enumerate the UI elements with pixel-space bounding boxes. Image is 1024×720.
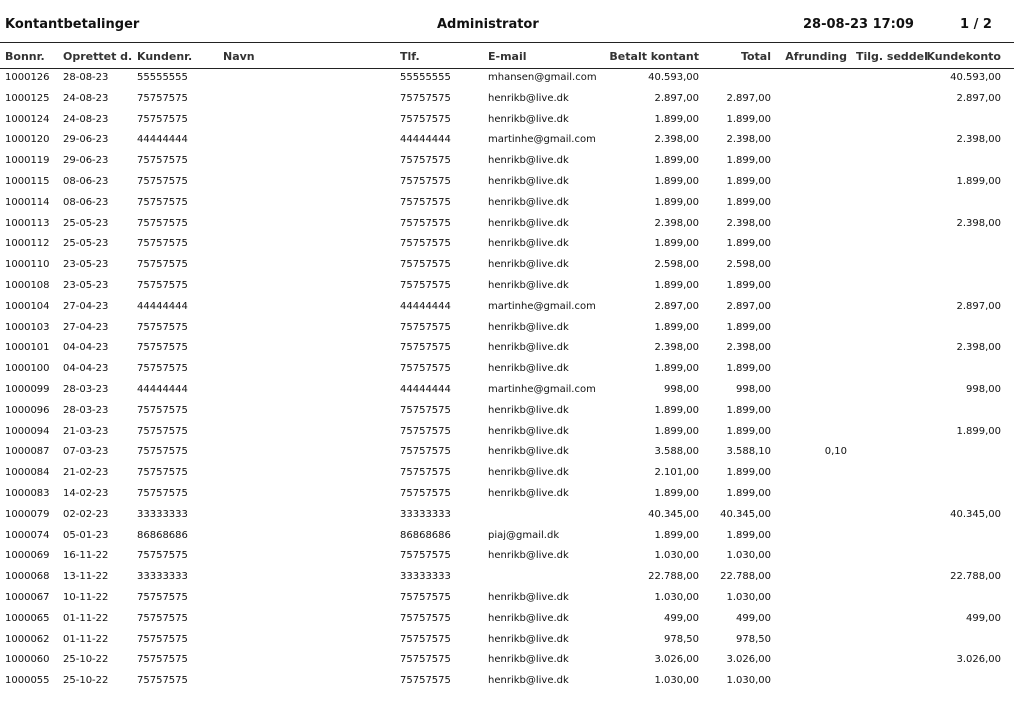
cell-betalt-kontant: 3.588,00 <box>654 446 699 458</box>
table-row <box>0 590 1024 611</box>
cell-total: 998,00 <box>736 383 771 395</box>
cell-email: henrikb@live.dk <box>488 155 569 167</box>
header-divider <box>0 42 1014 43</box>
cell-oprettet: 01-11-22 <box>63 633 109 645</box>
cell-email: henrikb@live.dk <box>488 238 569 250</box>
cell-bonnr: 1000110 <box>5 259 50 271</box>
cell-total: 1.899,00 <box>726 175 771 187</box>
cell-oprettet: 08-06-23 <box>63 196 109 208</box>
cell-total: 978,50 <box>736 633 771 645</box>
cell-kundekonto: 1.899,00 <box>956 175 1001 187</box>
table-row <box>0 320 1024 341</box>
cell-kundenr: 75757575 <box>137 259 188 271</box>
cell-tlf: 75757575 <box>400 425 451 437</box>
col-betalt-kontant: Betalt kontant <box>609 50 699 63</box>
cell-bonnr: 1000069 <box>5 550 50 562</box>
cell-bonnr: 1000103 <box>5 321 50 333</box>
cell-betalt-kontant: 1.899,00 <box>654 175 699 187</box>
cell-email: henrikb@live.dk <box>488 487 569 499</box>
table-row <box>0 486 1024 507</box>
cell-betalt-kontant: 40.345,00 <box>648 508 699 520</box>
cell-betalt-kontant: 2.398,00 <box>654 342 699 354</box>
cell-kundenr: 75757575 <box>137 113 188 125</box>
cell-kundekonto: 22.788,00 <box>950 571 1001 583</box>
cell-bonnr: 1000114 <box>5 196 50 208</box>
table-row <box>0 652 1024 673</box>
table-row <box>0 174 1024 195</box>
cell-tlf: 75757575 <box>400 633 451 645</box>
cell-total: 1.030,00 <box>726 550 771 562</box>
cell-kundenr: 75757575 <box>137 196 188 208</box>
cell-total: 22.788,00 <box>720 571 771 583</box>
cell-tlf: 44444444 <box>400 383 451 395</box>
report-datetime: 28-08-23 17:09 <box>803 17 914 32</box>
cell-total: 1.899,00 <box>726 487 771 499</box>
cell-kundenr: 44444444 <box>137 383 188 395</box>
cell-total: 499,00 <box>736 612 771 624</box>
cell-oprettet: 25-10-22 <box>63 675 109 687</box>
cell-oprettet: 25-10-22 <box>63 654 109 666</box>
cell-email: henrikb@live.dk <box>488 550 569 562</box>
cell-betalt-kontant: 1.899,00 <box>654 279 699 291</box>
col-bonnr: Bonnr. <box>5 50 45 63</box>
cell-kundenr: 75757575 <box>137 467 188 479</box>
cell-kundenr: 75757575 <box>137 612 188 624</box>
report-title: Kontantbetalinger <box>5 17 140 32</box>
cell-email: henrikb@live.dk <box>488 633 569 645</box>
cell-tlf: 44444444 <box>400 134 451 146</box>
cell-total: 1.899,00 <box>726 529 771 541</box>
cell-email: henrikb@live.dk <box>488 279 569 291</box>
cell-bonnr: 1000104 <box>5 300 50 312</box>
cell-oprettet: 08-06-23 <box>63 175 109 187</box>
table-row <box>0 632 1024 653</box>
cell-bonnr: 1000100 <box>5 363 50 375</box>
table-row <box>0 299 1024 320</box>
cell-kundenr: 33333333 <box>137 508 188 520</box>
cell-kundenr: 75757575 <box>137 675 188 687</box>
cell-email: henrikb@live.dk <box>488 467 569 479</box>
cell-kundenr: 86868686 <box>137 529 188 541</box>
cell-tlf: 44444444 <box>400 300 451 312</box>
cell-bonnr: 1000074 <box>5 529 50 541</box>
cell-kundekonto: 499,00 <box>966 612 1001 624</box>
cell-oprettet: 28-03-23 <box>63 404 109 416</box>
cell-betalt-kontant: 2.101,00 <box>654 467 699 479</box>
table-row <box>0 132 1024 153</box>
table-row <box>0 153 1024 174</box>
cell-kundekonto: 998,00 <box>966 383 1001 395</box>
cell-bonnr: 1000060 <box>5 654 50 666</box>
cell-betalt-kontant: 3.026,00 <box>654 654 699 666</box>
cell-oprettet: 16-11-22 <box>63 550 109 562</box>
cell-tlf: 75757575 <box>400 612 451 624</box>
cell-kundenr: 75757575 <box>137 92 188 104</box>
cell-total: 1.030,00 <box>726 675 771 687</box>
cell-betalt-kontant: 1.899,00 <box>654 196 699 208</box>
cell-bonnr: 1000108 <box>5 279 50 291</box>
cell-total: 1.899,00 <box>726 196 771 208</box>
cell-bonnr: 1000055 <box>5 675 50 687</box>
cell-bonnr: 1000083 <box>5 487 50 499</box>
cell-betalt-kontant: 1.899,00 <box>654 363 699 375</box>
cell-oprettet: 01-11-22 <box>63 612 109 624</box>
cell-bonnr: 1000094 <box>5 425 50 437</box>
cell-oprettet: 25-05-23 <box>63 238 109 250</box>
cell-kundekonto: 2.398,00 <box>956 134 1001 146</box>
table-row <box>0 236 1024 257</box>
cell-betalt-kontant: 2.398,00 <box>654 134 699 146</box>
cell-oprettet: 23-05-23 <box>63 259 109 271</box>
column-headers <box>0 50 1024 66</box>
col-tilg-seddel: Tilg. seddel <box>856 50 928 63</box>
cell-oprettet: 25-05-23 <box>63 217 109 229</box>
cell-oprettet: 29-06-23 <box>63 134 109 146</box>
cell-bonnr: 1000079 <box>5 508 50 520</box>
cell-betalt-kontant: 2.897,00 <box>654 92 699 104</box>
cell-oprettet: 28-03-23 <box>63 383 109 395</box>
table-row <box>0 528 1024 549</box>
col-kundenr: Kundenr. <box>137 50 193 63</box>
cell-oprettet: 24-08-23 <box>63 92 109 104</box>
cell-total: 2.398,00 <box>726 217 771 229</box>
cell-oprettet: 23-05-23 <box>63 279 109 291</box>
cell-total: 3.026,00 <box>726 654 771 666</box>
cell-tlf: 75757575 <box>400 321 451 333</box>
table-row <box>0 403 1024 424</box>
cell-email: henrikb@live.dk <box>488 342 569 354</box>
cell-betalt-kontant: 978,50 <box>664 633 699 645</box>
cell-total: 1.899,00 <box>726 404 771 416</box>
cell-email: mhansen@gmail.com <box>488 72 597 83</box>
cell-betalt-kontant: 1.899,00 <box>654 487 699 499</box>
table-row <box>0 444 1024 465</box>
cell-betalt-kontant: 1.899,00 <box>654 425 699 437</box>
cell-betalt-kontant: 2.398,00 <box>654 217 699 229</box>
col-email: E-mail <box>488 50 527 63</box>
cell-total: 2.897,00 <box>726 300 771 312</box>
cell-total: 1.030,00 <box>726 591 771 603</box>
cell-kundenr: 75757575 <box>137 591 188 603</box>
col-oprettet: Oprettet d. <box>63 50 133 63</box>
cell-total: 1.899,00 <box>726 113 771 125</box>
cell-kundenr: 75757575 <box>137 404 188 416</box>
cell-total: 1.899,00 <box>726 467 771 479</box>
cell-email: henrikb@live.dk <box>488 321 569 333</box>
cell-betalt-kontant: 1.899,00 <box>654 529 699 541</box>
cell-tlf: 75757575 <box>400 363 451 375</box>
cell-email: henrikb@live.dk <box>488 92 569 104</box>
cell-betalt-kontant: 2.897,00 <box>654 300 699 312</box>
cell-tlf: 75757575 <box>400 446 451 458</box>
cell-bonnr: 1000099 <box>5 383 50 395</box>
cell-kundenr: 75757575 <box>137 446 188 458</box>
cell-betalt-kontant: 1.030,00 <box>654 675 699 687</box>
table-row <box>0 91 1024 112</box>
cell-oprettet: 10-11-22 <box>63 591 109 603</box>
cell-kundekonto: 2.398,00 <box>956 342 1001 354</box>
cell-email: martinhe@gmail.com <box>488 383 596 395</box>
cell-kundenr: 75757575 <box>137 550 188 562</box>
cell-tlf: 86868686 <box>400 529 451 541</box>
table-row <box>0 195 1024 216</box>
cell-email: henrikb@live.dk <box>488 446 569 458</box>
cell-tlf: 75757575 <box>400 155 451 167</box>
cell-email: henrikb@live.dk <box>488 654 569 666</box>
table-row <box>0 278 1024 299</box>
cell-bonnr: 1000126 <box>5 72 50 83</box>
cell-tlf: 75757575 <box>400 487 451 499</box>
table-row <box>0 673 1024 694</box>
cell-betalt-kontant: 499,00 <box>664 612 699 624</box>
cell-kundenr: 75757575 <box>137 155 188 167</box>
cell-kundenr: 75757575 <box>137 321 188 333</box>
cell-tlf: 75757575 <box>400 279 451 291</box>
cell-betalt-kontant: 2.598,00 <box>654 259 699 271</box>
cell-bonnr: 1000084 <box>5 467 50 479</box>
table-row <box>0 112 1024 133</box>
cell-kundenr: 75757575 <box>137 633 188 645</box>
cell-email: martinhe@gmail.com <box>488 300 596 312</box>
cell-betalt-kontant: 1.899,00 <box>654 238 699 250</box>
cell-tlf: 75757575 <box>400 675 451 687</box>
cell-betalt-kontant: 1.899,00 <box>654 404 699 416</box>
cell-kundenr: 44444444 <box>137 300 188 312</box>
cell-oprettet: 27-04-23 <box>63 300 109 312</box>
cell-bonnr: 1000125 <box>5 92 50 104</box>
cell-betalt-kontant: 1.899,00 <box>654 321 699 333</box>
cell-bonnr: 1000101 <box>5 342 50 354</box>
cell-kundekonto: 2.897,00 <box>956 92 1001 104</box>
table-row <box>0 548 1024 569</box>
cell-email: henrikb@live.dk <box>488 404 569 416</box>
cell-bonnr: 1000119 <box>5 155 50 167</box>
cell-oprettet: 02-02-23 <box>63 508 109 520</box>
cell-bonnr: 1000096 <box>5 404 50 416</box>
cell-bonnr: 1000062 <box>5 633 50 645</box>
table-row <box>0 257 1024 278</box>
cell-kundekonto: 1.899,00 <box>956 425 1001 437</box>
table-row <box>0 216 1024 237</box>
cell-total: 2.398,00 <box>726 342 771 354</box>
cell-oprettet: 29-06-23 <box>63 155 109 167</box>
cell-email: henrikb@live.dk <box>488 196 569 208</box>
cell-email: henrikb@live.dk <box>488 113 569 125</box>
cell-kundenr: 44444444 <box>137 134 188 146</box>
cell-betalt-kontant: 998,00 <box>664 383 699 395</box>
table-row <box>0 465 1024 486</box>
cell-kundekonto: 40.345,00 <box>950 508 1001 520</box>
cell-oprettet: 28-08-23 <box>63 72 109 83</box>
cell-tlf: 75757575 <box>400 467 451 479</box>
cell-oprettet: 14-02-23 <box>63 487 109 499</box>
cell-total: 3.588,10 <box>726 446 771 458</box>
cell-tlf: 75757575 <box>400 238 451 250</box>
cell-total: 1.899,00 <box>726 279 771 291</box>
cell-betalt-kontant: 40.593,00 <box>648 72 699 83</box>
cell-oprettet: 21-02-23 <box>63 467 109 479</box>
cell-bonnr: 1000067 <box>5 591 50 603</box>
col-afrunding: Afrunding <box>785 50 847 63</box>
cell-email: henrikb@live.dk <box>488 363 569 375</box>
cell-tlf: 33333333 <box>400 508 451 520</box>
table-row <box>0 569 1024 590</box>
cell-email: henrikb@live.dk <box>488 612 569 624</box>
cell-kundekonto: 3.026,00 <box>956 654 1001 666</box>
cell-oprettet: 04-04-23 <box>63 363 109 375</box>
payments-table <box>0 70 1024 694</box>
cell-tlf: 75757575 <box>400 113 451 125</box>
cell-tlf: 75757575 <box>400 217 451 229</box>
cell-kundenr: 75757575 <box>137 175 188 187</box>
cell-kundekonto: 40.593,00 <box>950 72 1001 83</box>
cell-tlf: 75757575 <box>400 550 451 562</box>
cell-total: 2.598,00 <box>726 259 771 271</box>
cell-bonnr: 1000065 <box>5 612 50 624</box>
cell-total: 1.899,00 <box>726 155 771 167</box>
cell-email: henrikb@live.dk <box>488 175 569 187</box>
cell-tlf: 75757575 <box>400 175 451 187</box>
cell-oprettet: 13-11-22 <box>63 571 109 583</box>
cell-kundenr: 75757575 <box>137 238 188 250</box>
cell-total: 1.899,00 <box>726 321 771 333</box>
cell-kundenr: 75757575 <box>137 363 188 375</box>
report-user: Administrator <box>437 17 539 32</box>
cell-bonnr: 1000087 <box>5 446 50 458</box>
cell-tlf: 55555555 <box>400 72 451 83</box>
cell-kundenr: 33333333 <box>137 571 188 583</box>
cell-oprettet: 27-04-23 <box>63 321 109 333</box>
cell-tlf: 75757575 <box>400 259 451 271</box>
cell-bonnr: 1000115 <box>5 175 50 187</box>
cell-email: henrikb@live.dk <box>488 591 569 603</box>
cell-email: henrikb@live.dk <box>488 259 569 271</box>
col-navn: Navn <box>223 50 255 63</box>
table-row <box>0 424 1024 445</box>
cell-kundenr: 75757575 <box>137 654 188 666</box>
col-tlf: Tlf. <box>400 50 420 63</box>
cell-kundenr: 75757575 <box>137 279 188 291</box>
cell-kundekonto: 2.897,00 <box>956 300 1001 312</box>
cell-bonnr: 1000120 <box>5 134 50 146</box>
cell-bonnr: 1000112 <box>5 238 50 250</box>
cell-tlf: 75757575 <box>400 404 451 416</box>
cell-kundenr: 75757575 <box>137 342 188 354</box>
cell-kundekonto: 2.398,00 <box>956 217 1001 229</box>
col-total: Total <box>740 50 771 63</box>
cell-total: 2.897,00 <box>726 92 771 104</box>
table-row <box>0 70 1024 91</box>
cell-kundenr: 75757575 <box>137 217 188 229</box>
col-kundekonto: Kundekonto <box>926 50 1001 63</box>
cell-total: 1.899,00 <box>726 238 771 250</box>
cell-total: 2.398,00 <box>726 134 771 146</box>
cell-email: martinhe@gmail.com <box>488 134 596 146</box>
table-row <box>0 340 1024 361</box>
cell-tlf: 75757575 <box>400 591 451 603</box>
cell-betalt-kontant: 1.899,00 <box>654 155 699 167</box>
cell-kundenr: 75757575 <box>137 425 188 437</box>
cell-betalt-kontant: 1.030,00 <box>654 591 699 603</box>
table-row <box>0 507 1024 528</box>
table-row <box>0 361 1024 382</box>
cell-betalt-kontant: 1.030,00 <box>654 550 699 562</box>
cell-tlf: 75757575 <box>400 92 451 104</box>
cell-oprettet: 07-03-23 <box>63 446 109 458</box>
report-header <box>0 0 1024 42</box>
cell-oprettet: 21-03-23 <box>63 425 109 437</box>
cell-bonnr: 1000113 <box>5 217 50 229</box>
cell-tlf: 75757575 <box>400 342 451 354</box>
cell-oprettet: 24-08-23 <box>63 113 109 125</box>
cell-kundenr: 55555555 <box>137 72 188 83</box>
cell-total: 1.899,00 <box>726 363 771 375</box>
cell-betalt-kontant: 1.899,00 <box>654 113 699 125</box>
cell-bonnr: 1000124 <box>5 113 50 125</box>
cell-email: henrikb@live.dk <box>488 675 569 687</box>
cell-email: henrikb@live.dk <box>488 425 569 437</box>
cell-kundenr: 75757575 <box>137 487 188 499</box>
cell-tlf: 75757575 <box>400 654 451 666</box>
cell-total: 40.345,00 <box>720 508 771 520</box>
cell-email: piaj@gmail.dk <box>488 529 560 541</box>
table-row <box>0 611 1024 632</box>
cell-email: henrikb@live.dk <box>488 217 569 229</box>
cell-tlf: 33333333 <box>400 571 451 583</box>
table-row <box>0 382 1024 403</box>
cell-afrunding: 0,10 <box>824 446 847 458</box>
cell-oprettet: 05-01-23 <box>63 529 109 541</box>
cell-total: 1.899,00 <box>726 425 771 437</box>
cell-oprettet: 04-04-23 <box>63 342 109 354</box>
cell-bonnr: 1000068 <box>5 571 50 583</box>
cell-betalt-kontant: 22.788,00 <box>648 571 699 583</box>
page-indicator: 1 / 2 <box>960 17 992 32</box>
column-header-divider <box>0 68 1014 69</box>
cell-tlf: 75757575 <box>400 196 451 208</box>
